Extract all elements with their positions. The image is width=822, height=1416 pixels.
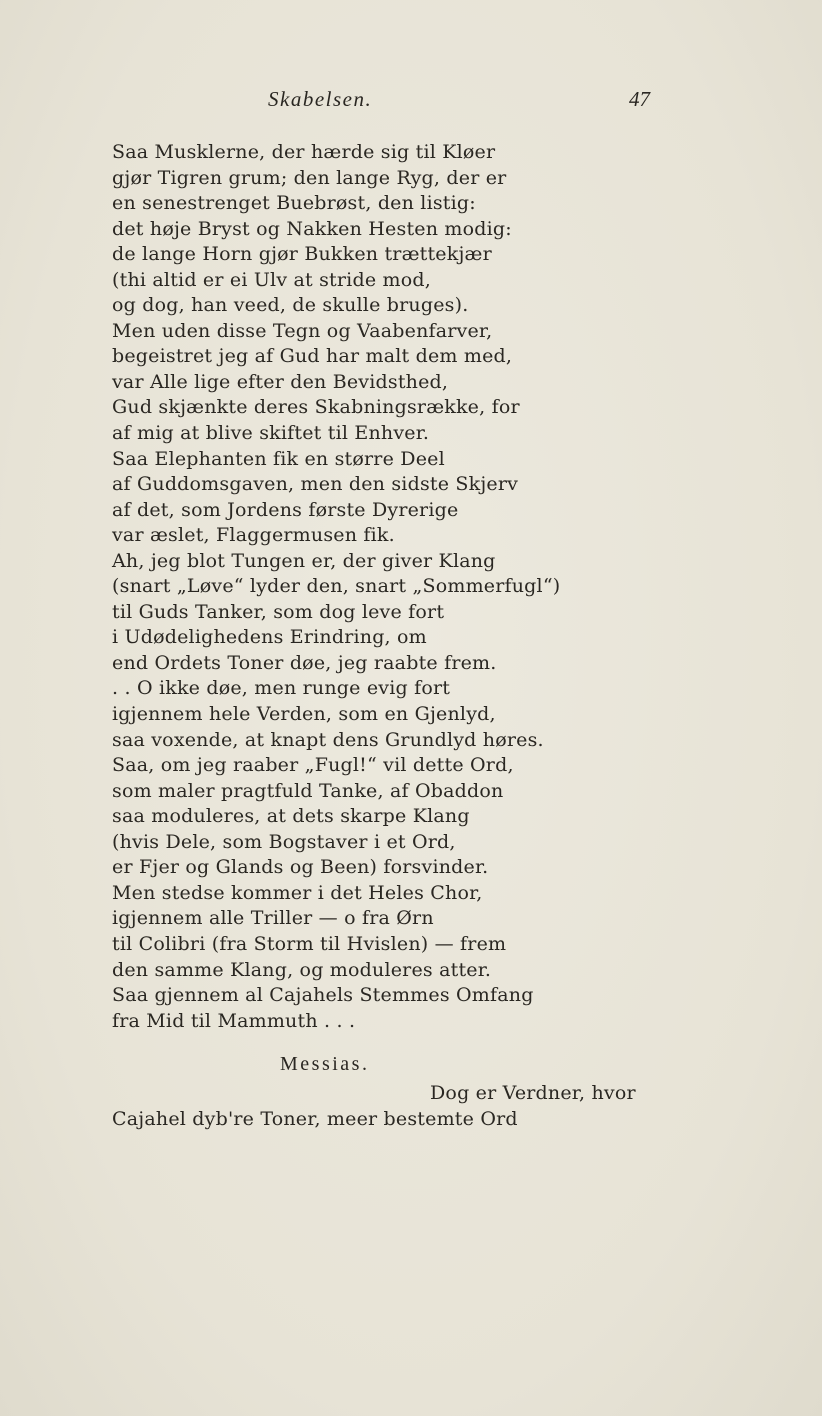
verse-line: Saa Elephanten fik en større Deel — [112, 447, 445, 470]
running-head: Skabelsen. — [268, 87, 373, 111]
verse-line: af Guddomsgaven, men den sidste Skjerv — [112, 473, 519, 496]
speaker-name: Messias. — [280, 1053, 370, 1075]
verse-line: end Ordets Toner døe, jeg raabte frem. — [112, 651, 497, 674]
verse-line: som maler pragtfuld Tanke, af Obaddon — [112, 779, 504, 802]
verse-line: Gud skjænkte deres Skabningsrække, for — [112, 396, 520, 419]
verse-line: til Guds Tanker, som dog leve fort — [112, 600, 445, 623]
verse-line: var æslet, Flaggermusen fik. — [112, 524, 395, 547]
verse-line: (snart „Løve“ lyder den, snart „Sommerfugl“) — [112, 575, 561, 598]
verse-line: Saa gjennem al Cajahels Stemmes Omfang — [112, 984, 534, 1007]
verse-line: Men stedse kommer i det Heles Chor, — [112, 881, 483, 904]
verse-line: Saa Musklerne, der hærde sig til Kløer — [112, 141, 496, 163]
verse-line: saa moduleres, at dets skarpe Klang — [112, 805, 470, 828]
verse-line: gjør Tigren grum; den lange Ryg, der er — [112, 166, 507, 189]
verse-line: en senestrenget Buebrøst, den listig: — [112, 192, 476, 215]
verse-line: de lange Horn gjør Bukken trættekjær — [112, 243, 492, 266]
closing-verse-block — [112, 1081, 712, 1132]
verse-line: i Udødelighedens Erindring, om — [112, 626, 427, 649]
verse-line: begeistret jeg af Gud har malt dem med, — [112, 345, 513, 368]
verse-line: Dog er Verdner, hvor — [430, 1082, 636, 1104]
verse-line: til Colibri (fra Storm til Hvislen) — frem — [112, 932, 507, 955]
verse-line: og dog, han veed, de skulle bruges). — [112, 294, 469, 317]
verse-line: saa voxende, at knapt dens Grundlyd høres. — [112, 728, 544, 751]
verse-line: (thi altid er ei Ulv at stride mod, — [112, 268, 431, 291]
verse-line: igjennem hele Verden, som en Gjenlyd, — [112, 703, 496, 726]
verse-line: Ah, jeg blot Tungen er, der giver Klang — [112, 549, 496, 572]
verse-line: fra Mid til Mammuth . . . — [112, 1009, 356, 1032]
verse-line: den samme Klang, og moduleres atter. — [112, 958, 492, 981]
verse-line: af det, som Jordens første Dyrerige — [112, 498, 459, 521]
verse-line: af mig at blive skiftet til Enhver. — [112, 422, 430, 445]
verse-line: (hvis Dele, som Bogstaver i et Ord, — [112, 830, 456, 853]
verse-line: igjennem alle Triller — o fra Ørn — [112, 907, 434, 930]
page-number: 47 — [629, 87, 650, 111]
verse-line: det høje Bryst og Nakken Hesten modig: — [112, 217, 512, 240]
verse-line: . . O ikke døe, men runge evig fort — [112, 677, 451, 700]
verse-line: Saa, om jeg raaber „Fugl!“ vil dette Ord, — [112, 754, 514, 777]
verse-line: Men uden disse Tegn og Vaabenfarver, — [112, 319, 493, 342]
verse-line: var Alle lige efter den Bevidsthed, — [112, 370, 449, 393]
verse-line: Cajahel dyb're Toner, meer bestemte Ord — [112, 1107, 518, 1130]
verse-block — [112, 140, 712, 1034]
verse-line: er Fjer og Glands og Been) forsvinder. — [112, 856, 489, 879]
